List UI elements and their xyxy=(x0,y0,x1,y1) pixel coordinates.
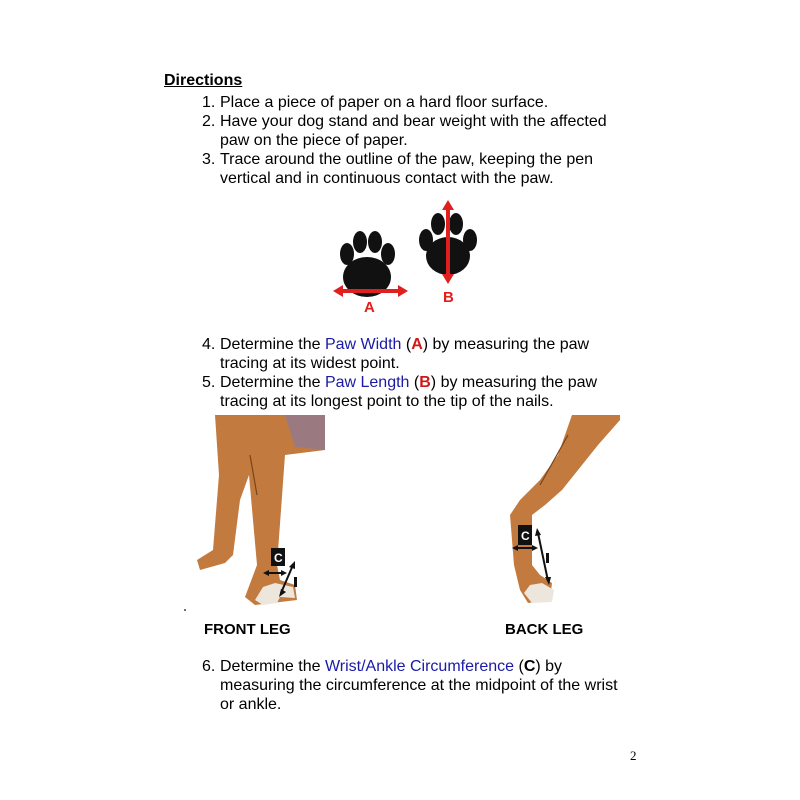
step-4: 4. Determine the Paw Width (A) by measuring the paw tracing at its widest point. xyxy=(202,336,590,372)
front-leg-photo xyxy=(185,415,325,615)
front-label-c: C xyxy=(274,551,283,565)
steps-list-2 xyxy=(202,335,622,411)
label-a: A xyxy=(364,299,375,316)
paw-diagram xyxy=(330,196,490,316)
steps-list-1 xyxy=(202,93,632,188)
page-number: 2 xyxy=(630,748,637,763)
step-3: 3. Trace around the outline of the paw, keeping the pen vertical and in continuous contact with the paw. xyxy=(202,151,594,187)
paw-width-term: Paw Width xyxy=(324,336,402,353)
back-label-d: D xyxy=(546,563,547,564)
wrist-ankle-term: Wrist/Ankle Circumference xyxy=(324,658,515,675)
step-6: 6. Determine the Wrist/Ankle Circumference (C) by measuring the circumference at the midpoint of the wrist or ankle. xyxy=(202,658,618,713)
step-2: 2. Have your dog stand and bear weight with the affected paw on the piece of paper. xyxy=(202,113,607,149)
step-5: 5. Determine the Paw Length (B) by measuring the paw tracing at its longest point to the tip of the nails. xyxy=(202,374,598,410)
label-b: B xyxy=(443,289,454,306)
back-leg-caption: BACK LEG xyxy=(505,621,584,638)
directions-heading: Directions xyxy=(164,72,243,89)
step-1: 1. Place a piece of paper on a hard floor surface. xyxy=(202,94,549,111)
paw-length-term: Paw Length xyxy=(324,374,410,391)
back-leg-photo xyxy=(480,415,620,615)
paw-a-print xyxy=(340,231,395,297)
front-leg-caption: FRONT LEG xyxy=(204,621,291,638)
back-label-c: C xyxy=(521,529,530,543)
front-label-d: D xyxy=(293,587,294,588)
front-d-mark xyxy=(294,577,297,587)
back-d-mark xyxy=(546,553,549,563)
steps-list-3 xyxy=(202,657,632,714)
